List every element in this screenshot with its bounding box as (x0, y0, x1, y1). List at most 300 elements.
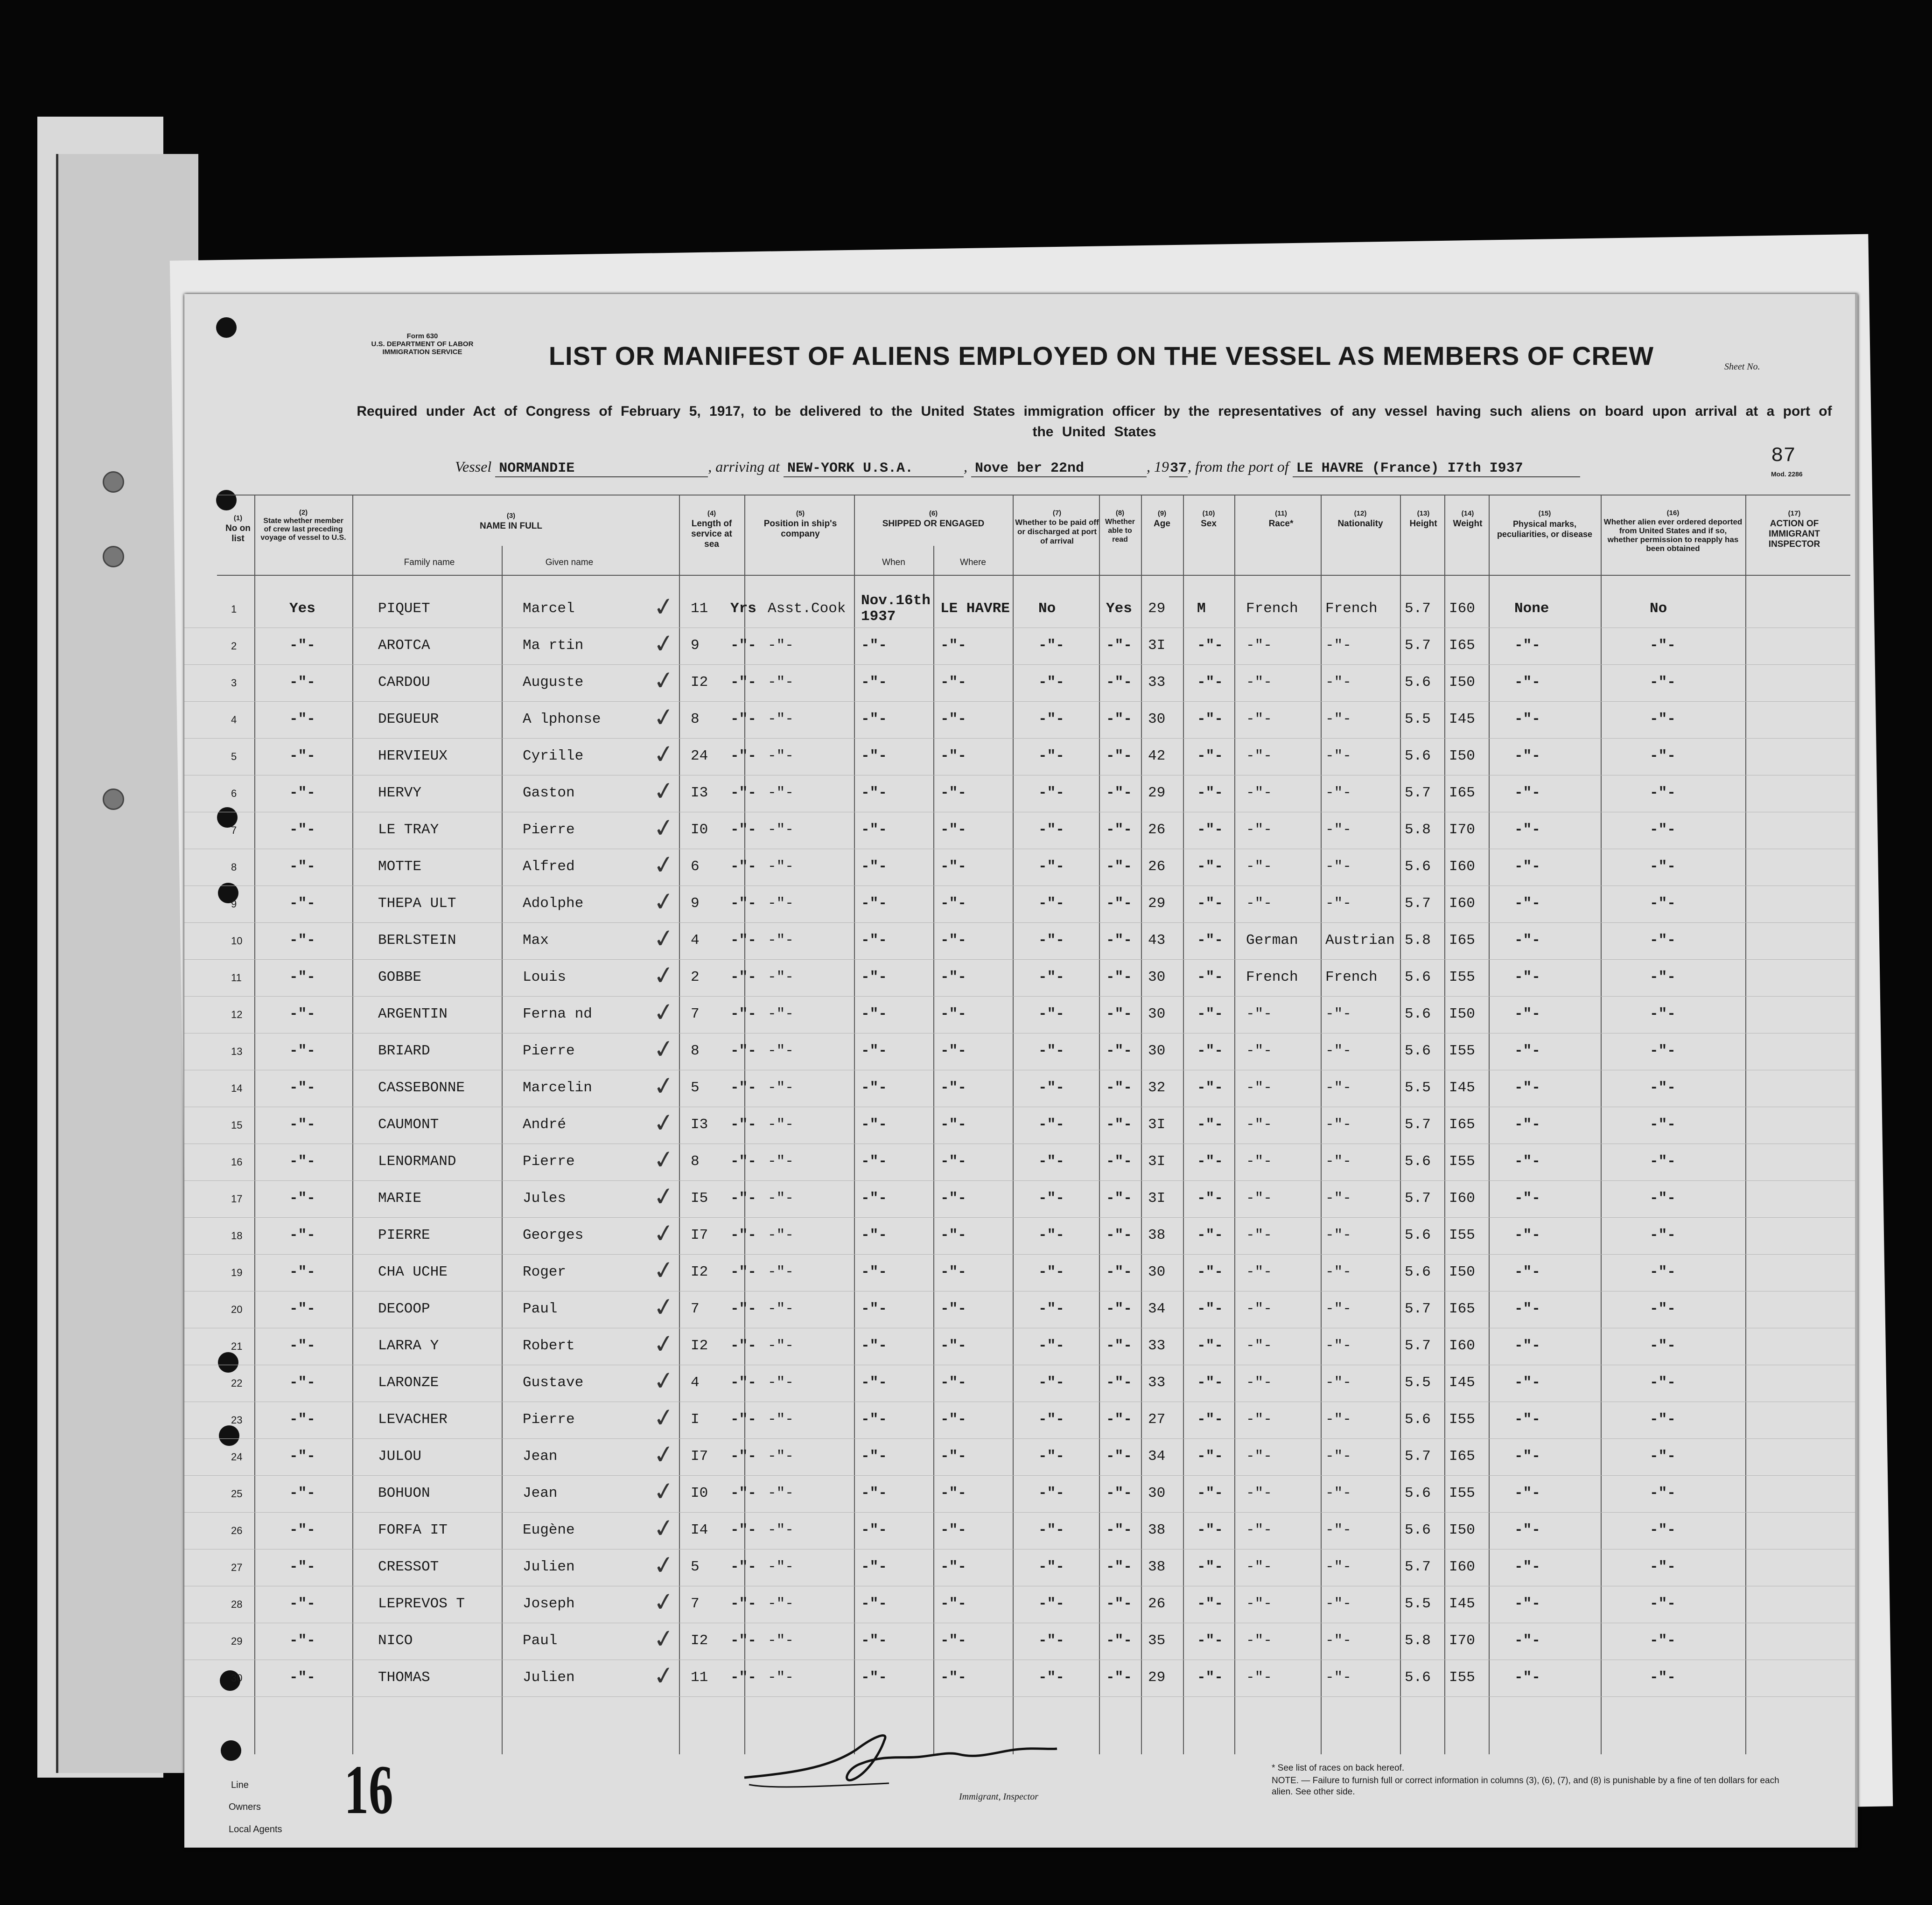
service-length-cell: I0 (691, 822, 708, 838)
position-cell: -"- (768, 674, 794, 691)
given-name-cell: Jean (523, 1448, 558, 1465)
table-row (184, 1364, 1855, 1402)
service-unit-cell: -"- (730, 932, 756, 949)
age-cell: 30 (1148, 1006, 1166, 1022)
family-name-cell: PIERRE (378, 1227, 430, 1243)
nationality-cell: -"- (1325, 1338, 1351, 1354)
table-row (184, 848, 1855, 886)
weight-cell: I50 (1449, 1006, 1475, 1022)
weight-cell: I60 (1449, 1190, 1475, 1207)
binder-hole (103, 789, 124, 810)
age-cell: 26 (1148, 858, 1166, 875)
manifest-sheet (184, 294, 1858, 1848)
weight-cell: I60 (1449, 895, 1475, 912)
row-number: 21 (231, 1340, 243, 1352)
physical-marks-cell: -"- (1514, 1485, 1540, 1501)
service-length-cell: 9 (691, 895, 700, 912)
weight-cell: I50 (1449, 1264, 1475, 1280)
check-mark-icon: ✓ (651, 664, 677, 697)
given-name-cell: Robert (523, 1338, 575, 1354)
deported-cell: -"- (1650, 1485, 1676, 1501)
able-to-read-cell: -"- (1106, 637, 1132, 654)
check-mark-icon: ✓ (651, 1033, 677, 1065)
table-row (184, 1254, 1855, 1291)
race-cell: -"- (1246, 637, 1272, 654)
sex-cell: -"- (1197, 932, 1223, 949)
service-unit-cell: -"- (730, 822, 756, 838)
physical-marks-cell: -"- (1514, 1338, 1540, 1354)
height-cell: 5.6 (1405, 1153, 1431, 1170)
table-row (184, 1512, 1855, 1549)
service-unit-cell: -"- (730, 637, 756, 654)
service-unit-cell: -"- (730, 858, 756, 875)
able-to-read-cell: -"- (1106, 1227, 1132, 1243)
sex-cell: -"- (1197, 1633, 1223, 1649)
header-bottom-rule (217, 575, 1850, 576)
deported-cell: -"- (1650, 822, 1676, 838)
service-unit-cell: -"- (730, 1338, 756, 1354)
table-row (184, 1143, 1855, 1181)
shipped-when-cell: -"- (861, 822, 887, 838)
service-length-cell: I4 (691, 1522, 708, 1538)
check-mark-icon: ✓ (651, 1549, 677, 1581)
able-to-read-cell: -"- (1106, 711, 1132, 727)
shipped-when-cell: -"- (861, 1080, 887, 1096)
row-number: 23 (231, 1414, 243, 1426)
shipped-where-cell: -"- (940, 969, 966, 985)
col-head-weight: (14) Weight (1453, 509, 1483, 529)
deported-cell: -"- (1650, 1338, 1676, 1354)
sex-cell: -"- (1197, 785, 1223, 801)
given-name-cell: Louis (523, 969, 567, 985)
prev-voyage-cell: -"- (289, 1485, 315, 1501)
race-cell: -"- (1246, 895, 1272, 912)
position-cell: -"- (768, 711, 794, 727)
able-to-read-cell: -"- (1106, 748, 1132, 764)
position-cell: -"- (768, 1006, 794, 1022)
nationality-cell: -"- (1325, 822, 1351, 838)
service-unit-cell: -"- (730, 748, 756, 764)
weight-cell: I55 (1449, 969, 1475, 985)
prev-voyage-cell: -"- (289, 1411, 315, 1428)
sex-cell: -"- (1197, 1080, 1223, 1096)
check-mark-icon: ✓ (651, 628, 677, 660)
deported-cell: -"- (1650, 1153, 1676, 1170)
position-cell: -"- (768, 1411, 794, 1428)
sheet-no-label: Sheet No. (1724, 362, 1760, 372)
deported-cell: -"- (1650, 1301, 1676, 1317)
shipped-when-cell: -"- (861, 1153, 887, 1170)
service-unit-cell: -"- (730, 895, 756, 912)
prev-voyage-cell: -"- (289, 785, 315, 801)
check-mark-icon: ✓ (651, 1144, 677, 1176)
weight-cell: I65 (1449, 637, 1475, 654)
race-cell: -"- (1246, 1190, 1272, 1207)
shipped-where-cell: -"- (940, 637, 966, 654)
paid-off-cell: -"- (1038, 1190, 1064, 1207)
footer-line-label: Line (231, 1780, 249, 1790)
service-unit-cell: -"- (730, 1411, 756, 1428)
family-name-cell: THEPA ULT (378, 895, 456, 912)
col-head-paid-off: (7) Whether to be paid off or discharged at port of arrival (1015, 509, 1099, 545)
prev-voyage-cell: -"- (289, 1153, 315, 1170)
age-cell: 34 (1148, 1301, 1166, 1317)
race-cell: -"- (1246, 1633, 1272, 1649)
shipped-where-cell: -"- (940, 1338, 966, 1354)
height-cell: 5.6 (1405, 1485, 1431, 1501)
table-row (184, 1585, 1855, 1623)
height-cell: 5.7 (1405, 637, 1431, 654)
binder-hole (103, 546, 124, 567)
family-name-cell: ARGENTIN (378, 1006, 448, 1022)
service-length-cell: I3 (691, 785, 708, 801)
weight-cell: I55 (1449, 1043, 1475, 1059)
row-number: 9 (231, 898, 237, 910)
shipped-where-cell: -"- (940, 1301, 966, 1317)
family-name-cell: DEGUEUR (378, 711, 439, 727)
row-number: 12 (231, 1009, 243, 1020)
row-number: 16 (231, 1156, 243, 1168)
family-name-cell: FORFA IT (378, 1522, 448, 1538)
given-name-cell: Pierre (523, 1411, 575, 1428)
race-cell: -"- (1246, 748, 1272, 764)
check-mark-icon: ✓ (651, 886, 677, 918)
row-number: 14 (231, 1082, 243, 1094)
able-to-read-cell: -"- (1106, 1633, 1132, 1649)
binder-hole (103, 471, 124, 493)
service-length-cell: I5 (691, 1190, 708, 1207)
weight-cell: I55 (1449, 1411, 1475, 1428)
shipped-where-cell: -"- (940, 1080, 966, 1096)
family-name-cell: NICO (378, 1633, 413, 1649)
physical-marks-cell: -"- (1514, 1559, 1540, 1575)
physical-marks-cell: -"- (1514, 637, 1540, 654)
sex-cell: -"- (1197, 1596, 1223, 1612)
able-to-read-cell: -"- (1106, 1522, 1132, 1538)
position-cell: -"- (768, 1153, 794, 1170)
check-mark-icon: ✓ (651, 1623, 677, 1655)
weight-cell: I65 (1449, 1301, 1475, 1317)
shipped-where-cell: -"- (940, 1153, 966, 1170)
age-cell: 38 (1148, 1559, 1166, 1575)
age-cell: 30 (1148, 1485, 1166, 1501)
prev-voyage-cell: -"- (289, 1633, 315, 1649)
table-row (184, 1475, 1855, 1513)
position-cell: -"- (768, 932, 794, 949)
service-unit-cell: -"- (730, 674, 756, 691)
deported-cell: -"- (1650, 1116, 1676, 1133)
service-name: IMMIGRATION SERVICE (382, 348, 462, 356)
nationality-cell: -"- (1325, 1522, 1351, 1538)
able-to-read-cell: -"- (1106, 1669, 1132, 1686)
paid-off-cell: -"- (1038, 1411, 1064, 1428)
family-name-cell: MOTTE (378, 858, 422, 875)
service-unit-cell: -"- (730, 1264, 756, 1280)
weight-cell: I70 (1449, 822, 1475, 838)
physical-marks-cell: -"- (1514, 1301, 1540, 1317)
shipped-where-cell: -"- (940, 1116, 966, 1133)
physical-marks-cell: -"- (1514, 932, 1540, 949)
service-length-cell: 5 (691, 1559, 700, 1575)
shipped-where-cell: -"- (940, 1006, 966, 1022)
table-row (184, 1217, 1855, 1255)
family-name-cell: GOBBE (378, 969, 422, 985)
deported-cell: No (1650, 600, 1667, 617)
service-length-cell: 4 (691, 1375, 700, 1391)
table-row (184, 996, 1855, 1033)
physical-marks-cell: -"- (1514, 1596, 1540, 1612)
prev-voyage-cell: -"- (289, 1043, 315, 1059)
shipped-when-cell: -"- (861, 674, 887, 691)
nationality-cell: -"- (1325, 1264, 1351, 1280)
nationality-cell: -"- (1325, 637, 1351, 654)
nationality-cell: -"- (1325, 1080, 1351, 1096)
sex-cell: -"- (1197, 1485, 1223, 1501)
col-head-no: (1) No on list (225, 514, 251, 544)
height-cell: 5.5 (1405, 1596, 1431, 1612)
check-mark-icon: ✓ (651, 1254, 677, 1286)
physical-marks-cell: -"- (1514, 1669, 1540, 1686)
sheet-number: 87 (1771, 444, 1796, 468)
footer-agents-label: Local Agents (229, 1824, 282, 1835)
race-cell: -"- (1246, 858, 1272, 875)
race-cell: -"- (1246, 674, 1272, 691)
row-number: 4 (231, 714, 237, 726)
col-head-name: (3) NAME IN FULL (479, 512, 543, 531)
given-name-cell: A lphonse (523, 711, 601, 727)
able-to-read-cell: -"- (1106, 858, 1132, 875)
deported-cell: -"- (1650, 637, 1676, 654)
col-head-sex: (10) Sex (1201, 509, 1217, 529)
row-number: 13 (231, 1046, 243, 1057)
given-name-cell: Pierre (523, 1043, 575, 1059)
position-cell: -"- (768, 1522, 794, 1538)
paid-off-cell: -"- (1038, 1448, 1064, 1465)
punch-hole (216, 317, 237, 338)
table-row (184, 1033, 1855, 1070)
physical-marks-cell: -"- (1514, 1006, 1540, 1022)
table-row (184, 775, 1855, 812)
shipped-when-cell: -"- (861, 969, 887, 985)
shipped-where-cell: -"- (940, 1227, 966, 1243)
sex-cell: -"- (1197, 1448, 1223, 1465)
position-cell: -"- (768, 637, 794, 654)
position-cell: -"- (768, 1080, 794, 1096)
family-name-cell: CRESSOT (378, 1559, 439, 1575)
paid-off-cell: -"- (1038, 822, 1064, 838)
nationality-cell: -"- (1325, 711, 1351, 727)
family-name-cell: CARDOU (378, 674, 430, 691)
row-number: 27 (231, 1562, 243, 1573)
shipped-when-cell: -"- (861, 895, 887, 912)
deported-cell: -"- (1650, 1669, 1676, 1686)
check-mark-icon: ✓ (651, 591, 677, 623)
race-cell: French (1246, 969, 1298, 985)
given-name-cell: Gustave (523, 1375, 584, 1391)
vessel-line: Vessel NORMANDIE , arriving at NEW-YORK U.S.A. , Nove ber 22nd , 1937, from the port of LE HAVRE (France) I7th I937 (455, 458, 1832, 477)
paid-off-cell: -"- (1038, 1264, 1064, 1280)
prev-voyage-cell: -"- (289, 1006, 315, 1022)
height-cell: 5.7 (1405, 895, 1431, 912)
given-name-cell: Ferna nd (523, 1006, 592, 1022)
prev-voyage-cell: -"- (289, 1338, 315, 1354)
race-cell: German (1246, 932, 1298, 949)
shipped-where-cell: -"- (940, 711, 966, 727)
row-number: 15 (231, 1119, 243, 1131)
position-cell: -"- (768, 1338, 794, 1354)
sex-cell: -"- (1197, 1522, 1223, 1538)
paid-off-cell: -"- (1038, 1375, 1064, 1391)
check-mark-icon: ✓ (651, 738, 677, 770)
table-row (184, 1180, 1855, 1218)
position-cell: -"- (768, 1375, 794, 1391)
sex-cell: -"- (1197, 1006, 1223, 1022)
paid-off-cell: -"- (1038, 1633, 1064, 1649)
deported-cell: -"- (1650, 674, 1676, 691)
shipped-when-cell: -"- (861, 858, 887, 875)
family-name-cell: HERVY (378, 785, 422, 801)
page-title: LIST OR MANIFEST OF ALIENS EMPLOYED ON THE VESSEL AS MEMBERS OF CREW (548, 341, 1654, 370)
family-name-cell: HERVIEUX (378, 748, 448, 764)
col-head-deported: (16) Whether alien ever ordered deported from United States and if so, whether permission to reapply has been obtained (1603, 509, 1743, 553)
shipped-where-cell: -"- (940, 785, 966, 801)
given-name-cell: Paul (523, 1633, 558, 1649)
given-name-cell: Auguste (523, 674, 584, 691)
col-head-when: When (882, 558, 905, 567)
shipped-when-cell: -"- (861, 1411, 887, 1428)
nationality-cell: -"- (1325, 748, 1351, 764)
nationality-cell: French (1325, 969, 1378, 985)
sex-cell: -"- (1197, 895, 1223, 912)
service-length-cell: 11 (691, 1669, 708, 1686)
shipped-when-cell: -"- (861, 785, 887, 801)
table-row (184, 959, 1855, 997)
table-row (184, 885, 1855, 923)
form-number: Form 630 (406, 332, 438, 340)
deported-cell: -"- (1650, 1633, 1676, 1649)
service-unit-cell: -"- (730, 1596, 756, 1612)
physical-marks-cell: None (1514, 600, 1549, 617)
weight-cell: I65 (1449, 785, 1475, 801)
weight-cell: I50 (1449, 674, 1475, 691)
shipped-where-cell: -"- (940, 1448, 966, 1465)
shipped-where-cell: -"- (940, 674, 966, 691)
prev-voyage-cell: -"- (289, 1080, 315, 1096)
able-to-read-cell: -"- (1106, 1596, 1132, 1612)
deported-cell: -"- (1650, 969, 1676, 985)
paid-off-cell: -"- (1038, 969, 1064, 985)
race-cell: -"- (1246, 1043, 1272, 1059)
races-note: * See list of races on back hereof. (1272, 1763, 1405, 1773)
physical-marks-cell: -"- (1514, 1080, 1540, 1096)
paid-off-cell: -"- (1038, 711, 1064, 727)
deported-cell: -"- (1650, 895, 1676, 912)
service-length-cell: I (691, 1411, 700, 1428)
prev-voyage-cell: -"- (289, 711, 315, 727)
paid-off-cell: -"- (1038, 895, 1064, 912)
family-name-cell: LARRA Y (378, 1338, 439, 1354)
table-row (184, 738, 1855, 775)
deported-cell: -"- (1650, 1596, 1676, 1612)
shipped-when-cell: -"- (861, 1559, 887, 1575)
sex-cell: -"- (1197, 1411, 1223, 1428)
paid-off-cell: -"- (1038, 1227, 1064, 1243)
position-cell: -"- (768, 1264, 794, 1280)
shipped-where-cell: -"- (940, 1522, 966, 1538)
check-mark-icon: ✓ (651, 1475, 677, 1507)
service-unit-cell: -"- (730, 1633, 756, 1649)
prev-voyage-cell: -"- (289, 1227, 315, 1243)
col-head-race: (11) Race* (1268, 509, 1294, 529)
nationality-cell: -"- (1325, 1596, 1351, 1612)
service-unit-cell: -"- (730, 1227, 756, 1243)
service-length-cell: 24 (691, 748, 708, 764)
service-unit-cell: -"- (730, 1301, 756, 1317)
row-number: 28 (231, 1598, 243, 1610)
paid-off-cell: -"- (1038, 1301, 1064, 1317)
arrival-port: NEW-YORK U.S.A. (784, 461, 964, 477)
deported-cell: -"- (1650, 1448, 1676, 1465)
row-number: 2 (231, 640, 237, 652)
service-unit-cell: -"- (730, 1669, 756, 1686)
weight-cell: I65 (1449, 1116, 1475, 1133)
shipped-where-cell: -"- (940, 932, 966, 949)
age-cell: 34 (1148, 1448, 1166, 1465)
paid-off-cell: -"- (1038, 1338, 1064, 1354)
prev-voyage-cell: -"- (289, 1522, 315, 1538)
table-row (184, 811, 1855, 849)
age-cell: 33 (1148, 674, 1166, 691)
shipped-when-cell: -"- (861, 1596, 887, 1612)
height-cell: 5.7 (1405, 1338, 1431, 1354)
nationality-cell: -"- (1325, 1669, 1351, 1686)
physical-marks-cell: -"- (1514, 858, 1540, 875)
col-head-family-name: Family name (404, 558, 455, 567)
physical-marks-cell: -"- (1514, 1153, 1540, 1170)
service-length-cell: 8 (691, 711, 700, 727)
row-number: 29 (231, 1635, 243, 1647)
weight-cell: I70 (1449, 1633, 1475, 1649)
row-number: 10 (231, 935, 243, 947)
sex-cell: -"- (1197, 1338, 1223, 1354)
row-number: 7 (231, 824, 237, 836)
penalty-note: NOTE. — Failure to furnish full or correct information in columns (3), (6), (7), and (8) is punishable by a fine of ten dollars for each alien. See other side. (1272, 1776, 1779, 1797)
prev-voyage-cell: -"- (289, 932, 315, 949)
shipped-where-cell: -"- (940, 1485, 966, 1501)
shipped-where-cell: -"- (940, 1375, 966, 1391)
service-unit-cell: -"- (730, 1522, 756, 1538)
prev-voyage-cell: -"- (289, 1669, 315, 1686)
height-cell: 5.6 (1405, 674, 1431, 691)
service-length-cell: I7 (691, 1227, 708, 1243)
physical-marks-cell: -"- (1514, 822, 1540, 838)
position-cell: -"- (768, 785, 794, 801)
check-mark-icon: ✓ (651, 1586, 677, 1618)
table-row (184, 627, 1855, 665)
age-cell: 30 (1148, 969, 1166, 985)
nationality-cell: -"- (1325, 785, 1351, 801)
height-cell: 5.6 (1405, 858, 1431, 875)
age-cell: 3I (1148, 637, 1166, 654)
sex-cell: -"- (1197, 1669, 1223, 1686)
race-cell: -"- (1246, 1448, 1272, 1465)
col-head-position: (5) Position in ship's company (763, 509, 837, 539)
physical-marks-cell: -"- (1514, 1190, 1540, 1207)
sex-cell: -"- (1197, 1116, 1223, 1133)
service-length-cell: 9 (691, 637, 700, 654)
check-mark-icon: ✓ (651, 1660, 677, 1692)
height-cell: 5.6 (1405, 969, 1431, 985)
